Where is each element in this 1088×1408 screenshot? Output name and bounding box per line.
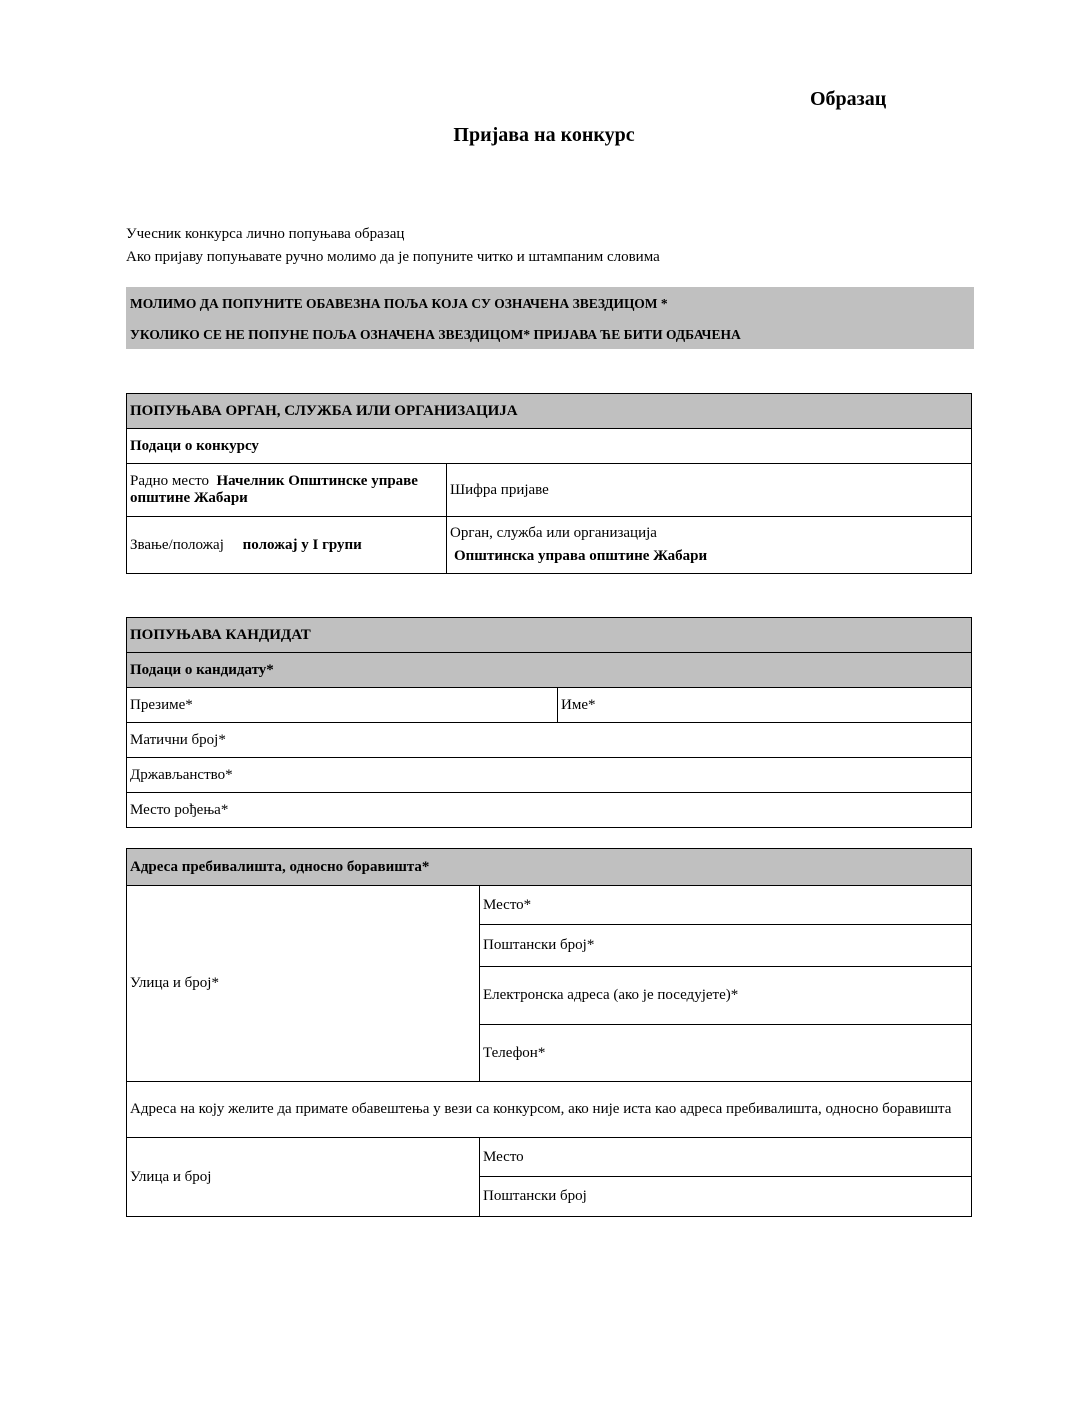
email-field[interactable]: [480, 967, 972, 1025]
organ-section-heading: ПОПУЊАВА ОРГАН, СЛУЖБА ИЛИ ОРГАНИЗАЦИЈА: [127, 394, 972, 429]
alt-street-field[interactable]: [127, 1138, 480, 1217]
organ-cell: [447, 517, 972, 574]
place-field[interactable]: [480, 886, 972, 925]
position-cell: [127, 464, 447, 517]
rank-cell: [127, 517, 447, 574]
birthplace-field[interactable]: [127, 793, 972, 828]
jmbg-label: Матични број*: [130, 731, 226, 748]
alt-postal-code-field[interactable]: [480, 1177, 972, 1217]
citizenship-field[interactable]: [127, 758, 972, 793]
rank-label: Звање/положај: [130, 536, 224, 553]
name-label: Име*: [561, 696, 596, 713]
postal-code-label: Поштански број*: [483, 937, 595, 953]
warning-line-2: УКОЛИКО СЕ НЕ ПОПУНЕ ПОЉА ОЗНАЧЕНА ЗВЕЗДИЦОМ* ПРИЈАВА ЋЕ БИТИ ОДБАЧЕНА: [130, 327, 741, 342]
instruction-line-2: Ако пријаву попуњавате ручно молимо да је попуните читко и штампаним словима: [126, 249, 660, 265]
place-label: Место*: [483, 896, 532, 913]
name-field[interactable]: [558, 688, 972, 723]
warning-box: [126, 287, 974, 349]
alt-place-label: Место: [483, 1148, 524, 1165]
alt-place-field[interactable]: [480, 1138, 972, 1177]
address-section-table: [126, 848, 972, 1217]
surname-label: Презиме*: [130, 696, 193, 713]
street-field[interactable]: [127, 886, 480, 1082]
instruction-line-1: Учесник конкурса лично попуњава образац: [126, 226, 405, 242]
email-label: Електронска адреса (ако је поседујете)*: [483, 987, 739, 1003]
alt-street-label: Улица и број: [130, 1168, 212, 1185]
citizenship-label: Држављанство*: [130, 766, 233, 783]
address-section-heading: Адреса пребивалишта, односно боравишта*: [127, 849, 972, 886]
form-label: Образац: [810, 88, 887, 110]
document-title: Пријава на конкурс: [453, 124, 635, 146]
warning-line-1: МОЛИМО ДА ПОПУНИТЕ ОБАВЕЗНА ПОЉА КОЈА СУ ОЗНАЧЕНА ЗВЕЗДИЦОМ *: [130, 296, 668, 311]
application-code-field[interactable]: [447, 464, 972, 517]
contest-data-subheading: Подаци о конкурсу: [127, 429, 972, 464]
application-code-label: Шифра пријаве: [450, 481, 549, 498]
phone-field[interactable]: [480, 1025, 972, 1082]
candidate-section-heading: ПОПУЊАВА КАНДИДАТ: [127, 618, 972, 653]
postal-code-field[interactable]: [480, 925, 972, 967]
phone-label: Телефон*: [483, 1044, 546, 1061]
candidate-data-subheading: Подаци о кандидату*: [127, 653, 972, 688]
alt-address-note: Адреса на коју желите да примате обавештења у вези са конкурсом, ако није иста као адреса пребивалишта, односно боравишта: [127, 1082, 972, 1138]
organ-label: Орган, служба или организација: [450, 525, 657, 541]
position-label: Радно место: [130, 473, 209, 489]
organ-value: Општинска управа општине Жабари: [454, 548, 708, 564]
jmbg-field[interactable]: [127, 723, 972, 758]
position-value: Начелник Општинске управе општине Жабари: [130, 473, 418, 506]
rank-value: положај у I групи: [242, 536, 362, 553]
alt-postal-code-label: Поштански број: [483, 1188, 587, 1204]
surname-field[interactable]: [127, 688, 558, 723]
organ-section-table: [126, 393, 972, 574]
candidate-section-table: [126, 617, 972, 828]
birthplace-label: Место рођења*: [130, 801, 229, 818]
street-label: Улица и број*: [130, 975, 219, 991]
